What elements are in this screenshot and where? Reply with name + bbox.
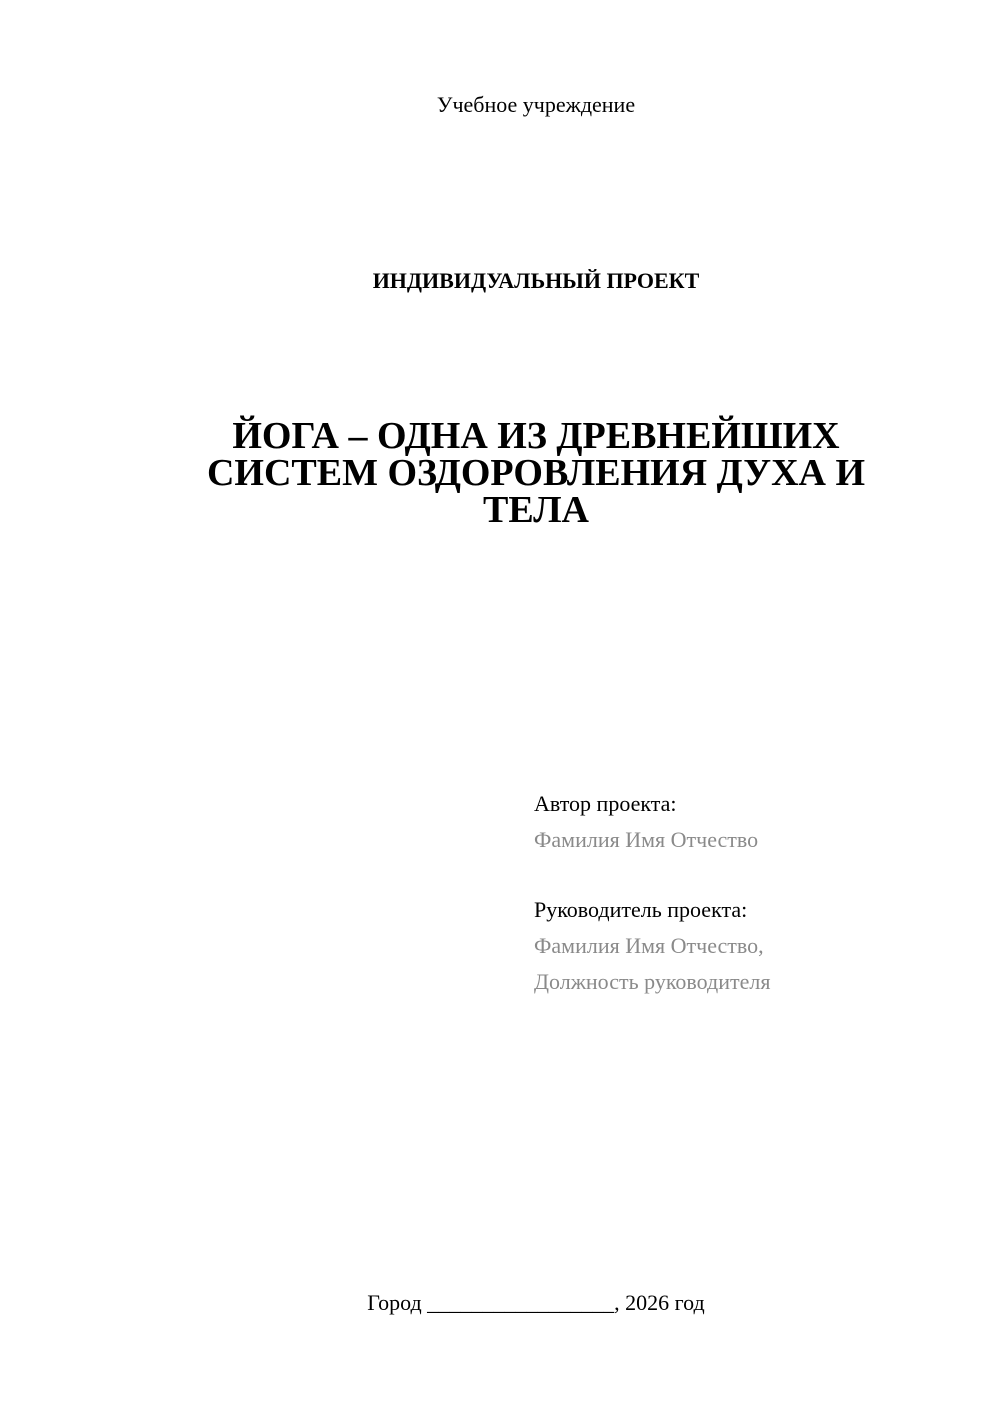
- supervisor-label: Руководитель проекта:: [534, 897, 748, 922]
- project-title-line-2: СИСТЕМ ОЗДОРОВЛЕНИЯ ДУХА И: [206, 452, 866, 494]
- supervisor-block: [534, 892, 770, 1000]
- institution-name: Учебное учреждение: [436, 92, 636, 117]
- city-year-line: Город _________________, 2026 год: [367, 1290, 705, 1315]
- author-name: Фамилия Имя Отчество: [534, 827, 759, 852]
- document-type: ИНДИВИДУАЛЬНЫЙ ПРОЕКТ: [372, 268, 700, 293]
- project-title: [0, 415, 1000, 531]
- project-title-line-3: ТЕЛА: [483, 489, 589, 531]
- author-label: Автор проекта:: [534, 791, 677, 816]
- supervisor-position: Должность руководителя: [534, 969, 771, 994]
- author-block: [534, 786, 758, 858]
- project-title-line-1: ЙОГА – ОДНА ИЗ ДРЕВНЕЙШИХ: [232, 415, 840, 457]
- supervisor-name: Фамилия Имя Отчество,: [534, 933, 764, 958]
